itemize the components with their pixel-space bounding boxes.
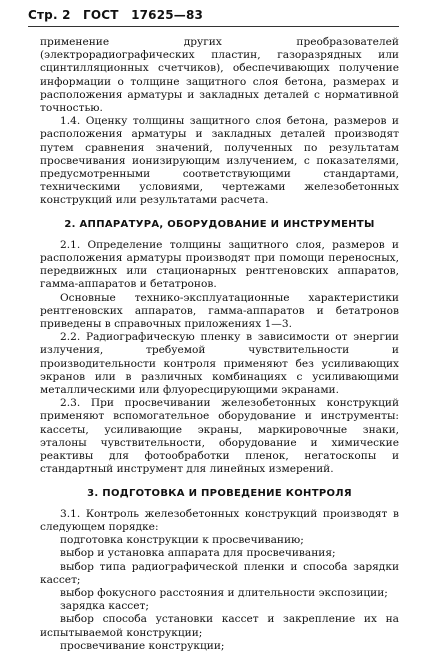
paragraph-2-1-note: Основные технико-эксплуатационные характеристики рентгеновских аппаратов, гамма-аппаратов и бетатронов приведены в справочных приложениях 1—3. bbox=[40, 291, 399, 331]
list-item: выбор фокусного расстояния и длительности экспозиции; bbox=[60, 586, 388, 599]
list-item: выбор и установка аппарата для просвечивания; bbox=[60, 547, 336, 560]
paragraph-3-1: 3.1. Контроль железобетонных конструкций производят в следующем порядке: bbox=[40, 507, 399, 533]
list-item: просвечивание конструкции; bbox=[60, 639, 225, 652]
paragraph-1-4: 1.4. Оценку толщины защитного слоя бетона, размеров и расположения арматуры и закладных деталей производят путем сравнения значений, полученных по результатам просвечивания ионизирующим излучением, с показателями, предусмотренными соответствующими стандартами, техническими условиями, чертежами железобетонных конструкций или результатами расчета. bbox=[40, 115, 399, 207]
standard-label: ГОСТ bbox=[83, 8, 119, 22]
page-number: Стр. 2 bbox=[28, 8, 71, 22]
page-header bbox=[28, 8, 211, 22]
standard-number: 17625—83 bbox=[131, 8, 204, 22]
section-3-title: 3. ПОДГОТОВКА И ПРОВЕДЕНИЕ КОНТРОЛЯ bbox=[87, 487, 352, 499]
list-item: зарядка кассет; bbox=[60, 600, 149, 613]
section-2-title: 2. АППАРАТУРА, ОБОРУДОВАНИЕ И ИНСТРУМЕНТЫ bbox=[64, 218, 375, 230]
list-item: выбор способа установки кассет и закрепление их на испытываемой конструкции; bbox=[40, 613, 399, 639]
document-body bbox=[40, 36, 399, 653]
paragraph-2-1: 2.1. Определение толщины защитного слоя, размеров и расположения арматуры производят при помощи переносных, передвижных или стационарных рентгеновских аппаратов, гамма-аппаратов и бетатронов. bbox=[40, 238, 399, 291]
list-item: выбор типа радиографической пленки и способа зарядки кассет; bbox=[40, 560, 399, 586]
header-rule bbox=[28, 26, 399, 27]
paragraph-continuation: применение других преобразователей (электрорадиографических пластин, газоразрядных или сцинтилляционных счетчиков), обеспечивающих получение информации о толщине защитного слоя бетона, размерах и расположения арматуры и закладных деталей с нормативной точностью. bbox=[40, 36, 399, 115]
paragraph-2-3: 2.3. При просвечивании железобетонных конструкций применяют вспомогательное оборудование и инструменты: кассеты, усиливающие экраны, маркировочные знаки, эталоны чувствительности, оборудование и химические реактивы для фотообработки пленок, негатоскопы и стандартный инструмент для линейных измерений. bbox=[40, 397, 399, 476]
list-item: подготовка конструкции к просвечиванию; bbox=[60, 534, 304, 547]
paragraph-2-2: 2.2. Радиографическую пленку в зависимости от энергии излучения, требуемой чувствительности и производительности контроля применяют без усиливающих экранов или в различных комбинациях с усиливающими металлическими или флуоресцирующими экранами. bbox=[40, 331, 399, 397]
